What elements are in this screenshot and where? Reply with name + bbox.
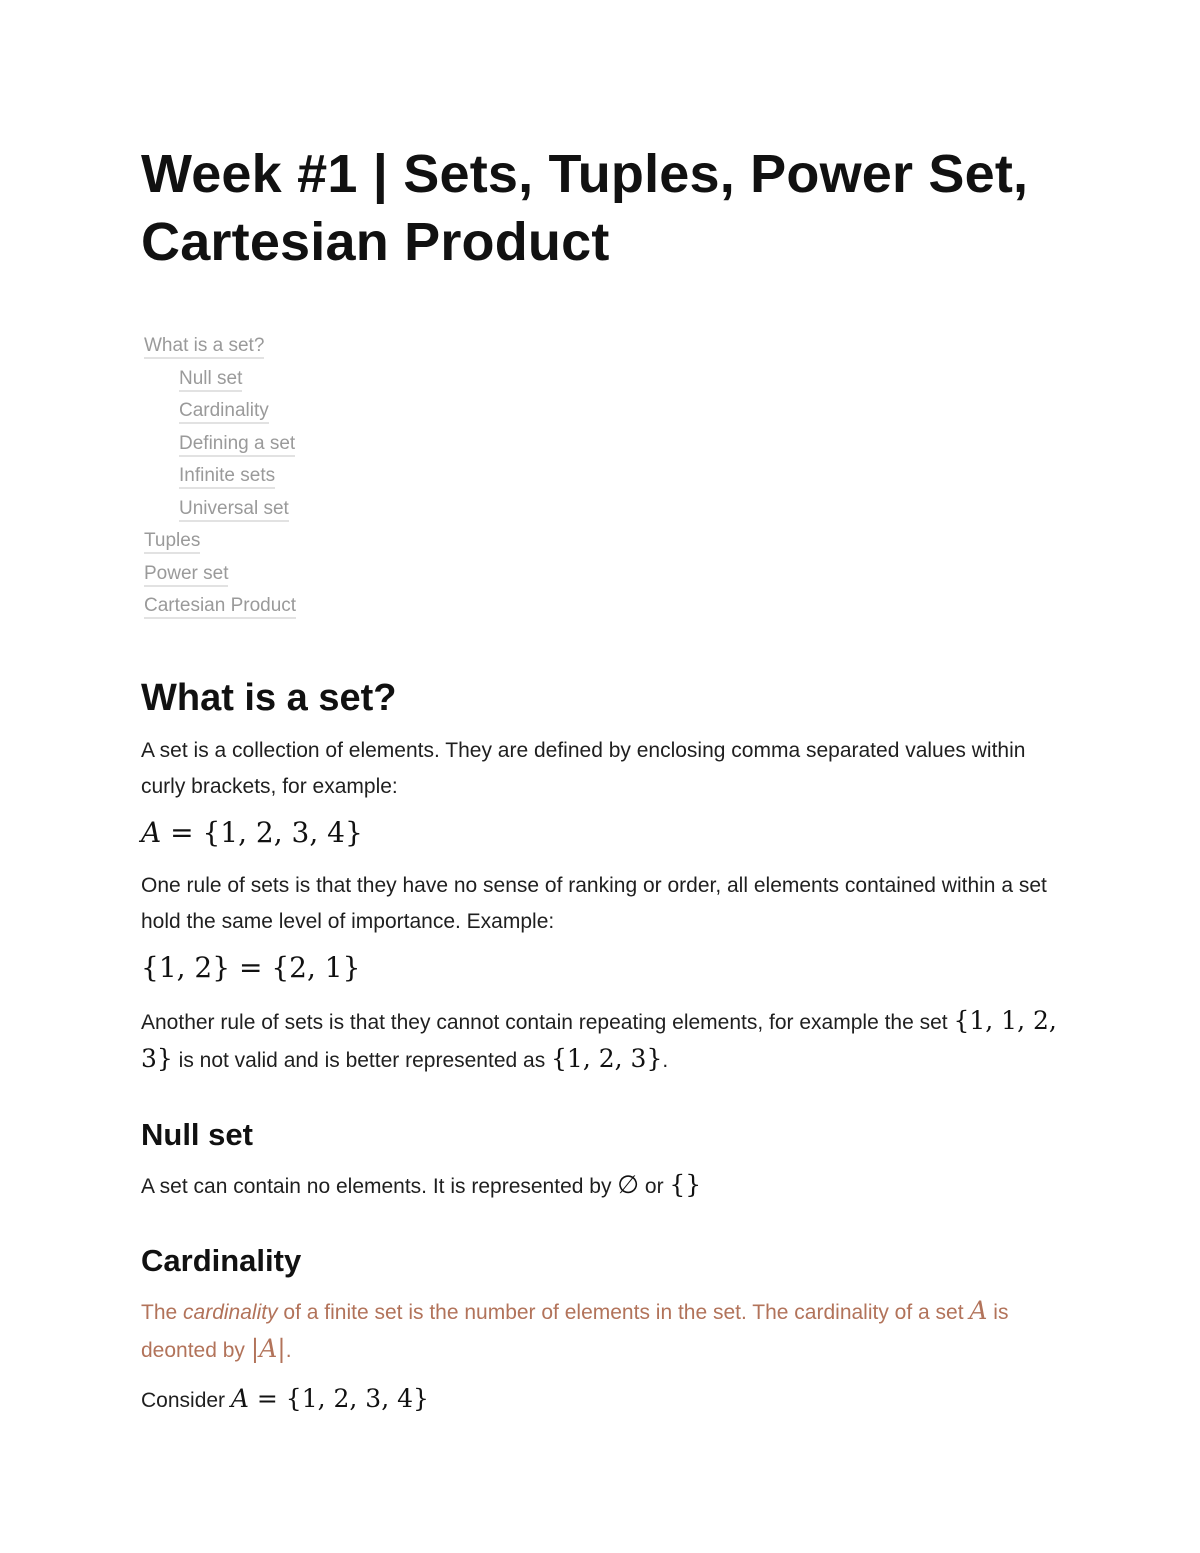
math-inline: A [969, 1295, 988, 1325]
heading-null-set: Null set [141, 1116, 253, 1152]
paragraph-set-definition: A set is a collection of elements. They are defined by enclosing comma separated values within curly brackets, for example: [141, 738, 1026, 798]
heading-cardinality: Cardinality [141, 1242, 302, 1278]
toc-item [141, 332, 1061, 365]
toc-item [141, 397, 1061, 430]
toc-item [141, 462, 1061, 495]
paragraph-cardinality-definition: The cardinality of a finite set is the number of elements in the set. The cardinality of a set A is deonted by |A|. [141, 1295, 1009, 1363]
empty-set-symbol: ∅ [617, 1169, 640, 1199]
toc-link-defining-a-set[interactable]: Defining a set [179, 433, 295, 457]
toc-item [141, 495, 1061, 528]
math-inline: A = {1, 2, 3, 4} [230, 1383, 429, 1413]
toc-link-what-is-a-set[interactable]: What is a set? [144, 335, 264, 359]
document-page [141, 140, 1061, 1419]
toc-link-power-set[interactable]: Power set [144, 563, 228, 587]
toc-link-tuples[interactable]: Tuples [144, 530, 200, 554]
math-inline: {1, 1, 2, 3} [141, 1005, 1057, 1073]
toc-link-cartesian-product[interactable]: Cartesian Product [144, 595, 296, 619]
toc-link-cardinality[interactable]: Cardinality [179, 400, 269, 424]
toc-item [141, 560, 1061, 593]
toc-item [141, 527, 1061, 560]
math-example-set [141, 813, 1061, 856]
paragraph-null-set: A set can contain no elements. It is represented by ∅ or {} [141, 1169, 702, 1199]
math-inline: {1, 2, 3} [551, 1043, 663, 1073]
paragraph-repeat-rule: Another rule of sets is that they cannot contain repeating elements, for example the set {1, 1, 2, 3} is not valid and is better represented as {1, 2, 3}. [141, 1005, 1057, 1073]
empty-braces-symbol: {} [669, 1169, 702, 1199]
toc-item [141, 430, 1061, 463]
page-title: Week #1 | Sets, Tuples, Power Set, Cartesian Product [141, 144, 1029, 272]
heading-what-is-a-set: What is a set? [141, 676, 397, 719]
math-example-order [141, 948, 1061, 991]
paragraph-consider: Consider A = {1, 2, 3, 4} [141, 1383, 429, 1413]
term-cardinality: cardinality [183, 1300, 278, 1324]
paragraph-order-rule: One rule of sets is that they have no sense of ranking or order, all elements contained within a set hold the same level of importance. Example: [141, 873, 1047, 933]
math-expression: A = {1, 2, 3, 4} [141, 815, 363, 849]
toc-link-universal-set[interactable]: Universal set [179, 498, 289, 522]
cardinality-notation: |A| [250, 1333, 286, 1363]
toc-link-null-set[interactable]: Null set [179, 368, 242, 392]
toc-link-infinite-sets[interactable]: Infinite sets [179, 465, 275, 489]
toc-item [141, 365, 1061, 398]
toc-item [141, 592, 1061, 625]
math-expression: {1, 2} = {2, 1} [141, 950, 361, 984]
table-of-contents [141, 332, 1061, 625]
